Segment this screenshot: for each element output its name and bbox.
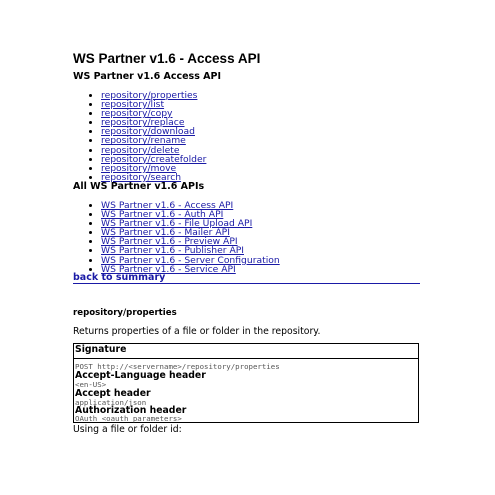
signature-value: POST http://<servername>/repository/properties (75, 362, 280, 371)
signature-box (73, 343, 419, 423)
api-link-server-configuration[interactable]: WS Partner v1.6 - Server Configuration (101, 254, 280, 266)
endpoint-link-search[interactable]: repository/search (101, 171, 182, 183)
authorization-header-value: OAuth <oauth parameters> (75, 414, 182, 423)
api-link-auth[interactable]: WS Partner v1.6 - Auth API (101, 209, 224, 221)
page-title: WS Partner v1.6 - Access API (73, 51, 261, 66)
accept-language-label: Accept-Language header (75, 370, 206, 381)
endpoint-link-move[interactable]: repository/move (101, 162, 177, 174)
accept-header-value: application/json (75, 398, 147, 407)
signature-divider (74, 358, 418, 359)
authorization-header-label: Authorization header (75, 405, 187, 416)
endpoint-link-rename[interactable]: repository/rename (101, 135, 186, 147)
signature-label: Signature (75, 344, 127, 355)
back-to-summary-link[interactable]: back to summary (73, 273, 420, 284)
section-heading: repository/properties (73, 308, 177, 318)
api-link-access[interactable]: WS Partner v1.6 - Access API (101, 200, 234, 211)
api-link-mailer[interactable]: WS Partner v1.6 - Mailer API (101, 227, 230, 239)
endpoint-link-delete[interactable]: repository/delete (101, 144, 180, 156)
api-link-file-upload[interactable]: WS Partner v1.6 - File Upload API (101, 218, 253, 230)
api-list (91, 201, 280, 274)
endpoint-link-copy[interactable]: repository/copy (101, 108, 173, 120)
all-apis-heading: All WS Partner v1.6 APIs (73, 181, 205, 192)
api-link-service[interactable]: WS Partner v1.6 - Service API (101, 263, 236, 275)
endpoint-link-replace[interactable]: repository/replace (101, 117, 185, 129)
accept-header-label: Accept header (75, 388, 151, 399)
using-id-text: Using a file or folder id: (73, 424, 182, 435)
endpoint-link-createfolder[interactable]: repository/createfolder (101, 153, 207, 165)
section-description: Returns properties of a file or folder in the repository. (73, 326, 321, 337)
endpoint-link-properties[interactable]: repository/properties (101, 90, 198, 101)
api-link-preview[interactable]: WS Partner v1.6 - Preview API (101, 236, 238, 248)
accept-language-value: <en-US> (75, 380, 107, 389)
page-subtitle: WS Partner v1.6 Access API (73, 71, 222, 82)
endpoint-list (91, 91, 206, 182)
endpoint-link-list[interactable]: repository/list (101, 99, 165, 111)
endpoint-link-download[interactable]: repository/download (101, 126, 195, 138)
api-link-publisher[interactable]: WS Partner v1.6 - Publisher API (101, 245, 244, 257)
